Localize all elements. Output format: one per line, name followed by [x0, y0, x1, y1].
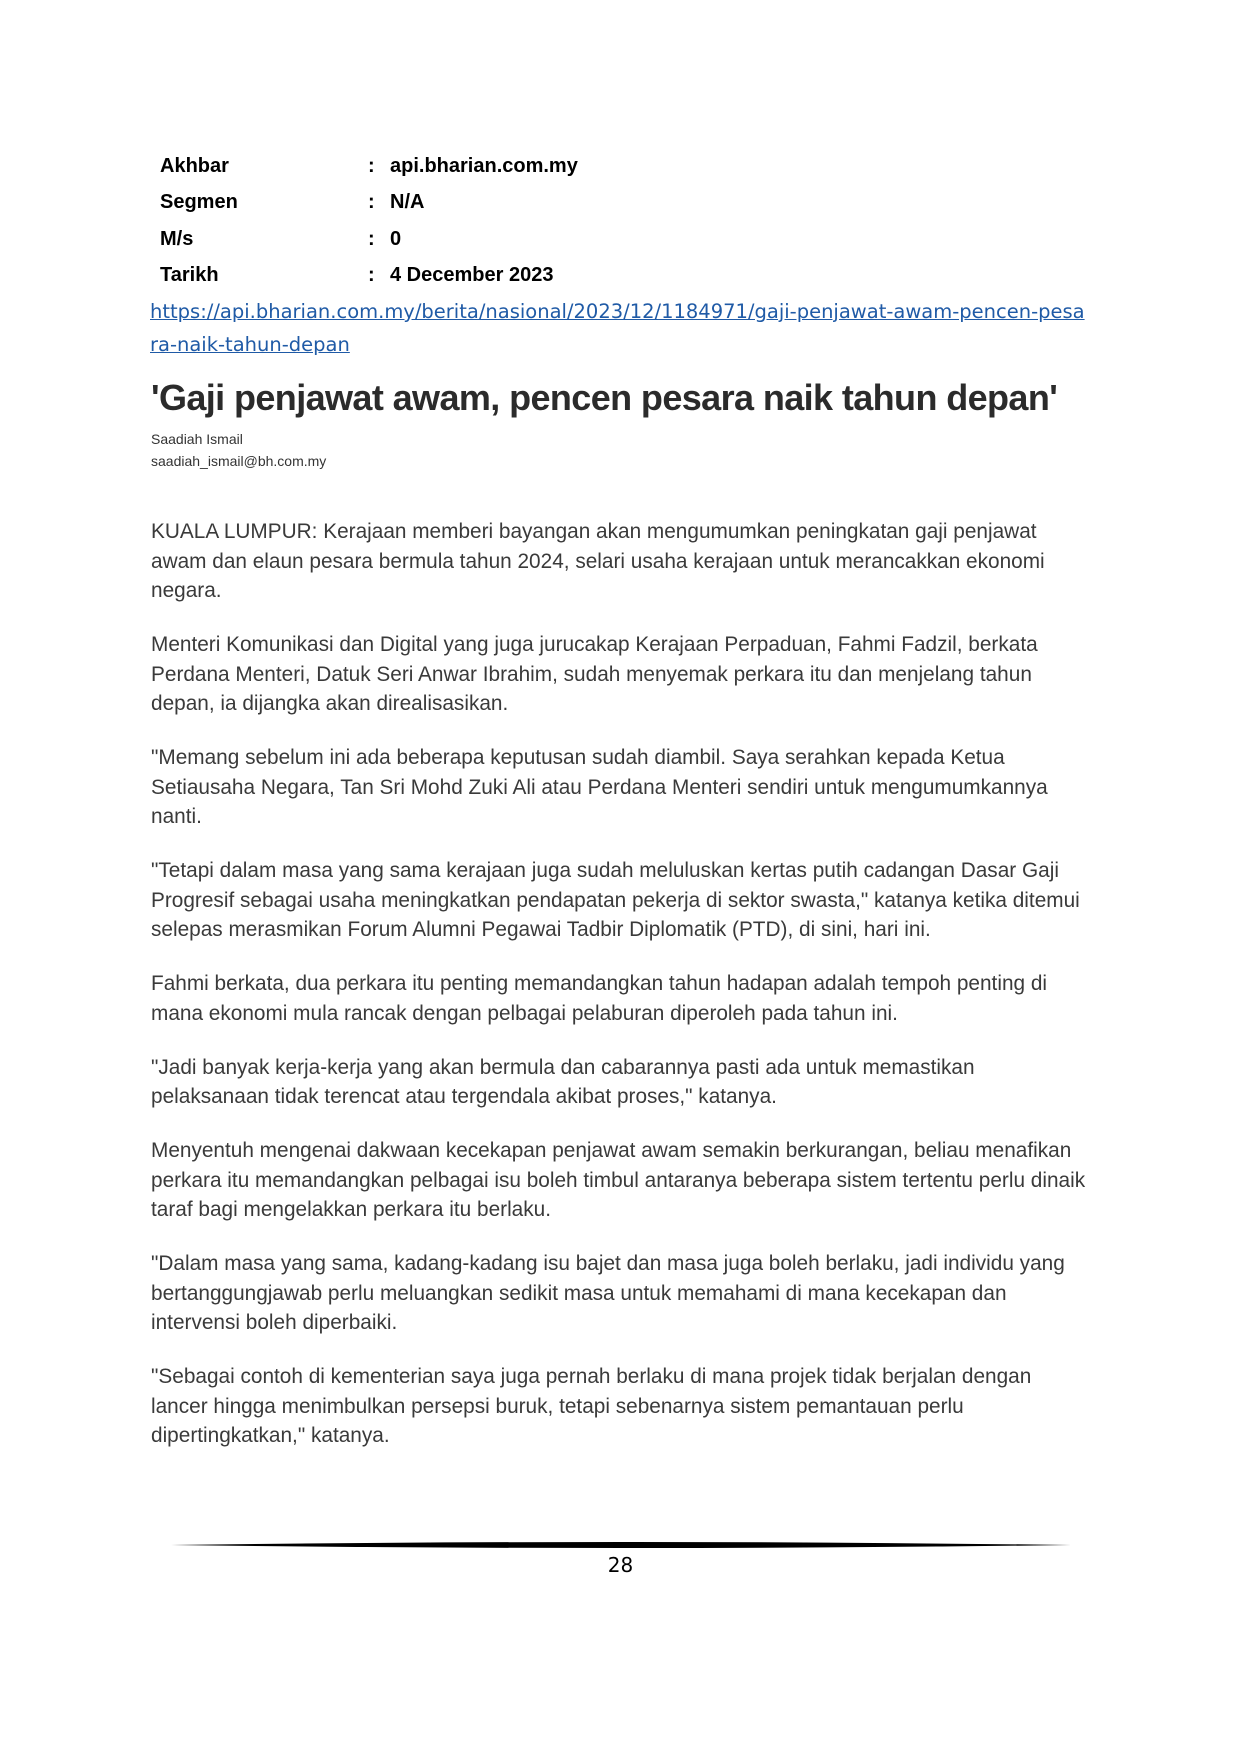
article-paragraph: "Dalam masa yang sama, kadang-kadang isu bajet dan masa juga boleh berlaku, jadi individu yang bertanggungjawab perlu meluangkan sedikit masa untuk memahami di mana kecekapan dan intervensi boleh diperbaiki.	[151, 1252, 1065, 1334]
article-paragraph: "Jadi banyak kerja-kerja yang akan bermula dan cabarannya pasti ada untuk memastikan pelaksanaan tidak terencat atau tergendala akibat proses," katanya.	[151, 1055, 975, 1108]
meta-value: 0	[390, 227, 402, 250]
meta-row-akhbar	[160, 148, 860, 185]
article-paragraph: "Tetapi dalam masa yang sama kerajaan juga sudah meluluskan kertas putih cadangan Dasar Gaji Progresif sebagai usaha meningkatkan pendapatan pekerja di sektor swasta," katanya ketika ditemui selepas merasmikan Forum Alumni Pegawai Tadbir Diplomatik (PTD), di sini, hari ini.	[151, 859, 1080, 941]
meta-row-segmen	[160, 185, 860, 222]
article-paragraph: "Memang sebelum ini ada beberapa keputusan sudah diambil. Saya serahkan kepada Ketua Setiausaha Negara, Tan Sri Mohd Zuki Ali atau Perdana Menteri sendiri untuk mengumumkannya nanti.	[151, 746, 1048, 828]
meta-key: Segmen	[160, 191, 238, 214]
meta-row-tarikh	[160, 258, 860, 295]
meta-key: M/s	[160, 227, 194, 250]
source-url-link[interactable]: https://api.bharian.com.my/berita/nasional/2023/12/1184971/gaji-penjawat-awam-pencen-pesara-naik-tahun-depan	[150, 300, 1085, 356]
article-paragraph: Menteri Komunikasi dan Digital yang juga jurucakap Kerajaan Perpaduan, Fahmi Fadzil, berkata Perdana Menteri, Datuk Seri Anwar Ibrahim, sudah menyemak perkara itu dan menjelang tahun depan, ia dijangka akan direalisasikan.	[151, 633, 1038, 715]
author-email: saadiah_ismail@bh.com.my	[151, 453, 327, 469]
meta-value: 4 December 2023	[390, 264, 554, 287]
author-name: Saadiah Ismail	[151, 431, 243, 447]
article-paragraph: "Sebagai contoh di kementerian saya juga pernah berlaku di mana projek tidak berjalan dengan lancer hingga menimbulkan persepsi buruk, tetapi sebenarnya sistem pemantauan perlu dipertingkatkan," katanya.	[151, 1365, 1032, 1447]
article-headline: 'Gaji penjawat awam, pencen pesara naik tahun depan'	[151, 377, 1058, 418]
meta-key: Tarikh	[160, 264, 219, 287]
footer-divider	[171, 1541, 1071, 1549]
article-paragraph: KUALA LUMPUR: Kerajaan memberi bayangan akan mengumumkan peningkatan gaji penjawat awam dan elaun pesara bermula tahun 2024, selari usaha kerajaan untuk merancakkan ekonomi negara.	[151, 520, 1045, 602]
article	[151, 376, 1091, 1475]
meta-value: api.bharian.com.my	[390, 154, 578, 177]
meta-row-ms	[160, 221, 860, 258]
meta-key: Akhbar	[160, 154, 229, 177]
meta-separator: :	[368, 154, 375, 177]
clipping-metadata	[160, 148, 860, 294]
article-paragraph: Fahmi berkata, dua perkara itu penting memandangkan tahun hadapan adalah tempoh penting di mana ekonomi mula rancak dengan pelbagai pelaburan diperoleh pada tahun ini.	[151, 972, 1048, 1025]
meta-separator: :	[368, 227, 375, 250]
page-number: 28	[607, 1553, 634, 1577]
meta-value: N/A	[390, 191, 425, 214]
meta-separator: :	[368, 191, 375, 214]
article-body	[151, 517, 1091, 1451]
meta-separator: :	[368, 264, 375, 287]
article-paragraph: Menyentuh mengenai dakwaan kecekapan penjawat awam semakin berkurangan, beliau menafikan perkara itu memandangkan pelbagai isu boleh timbul antaranya beberapa sistem tertentu perlu dinaik taraf bagi mengelakkan perkara itu berlaku.	[151, 1139, 1086, 1221]
